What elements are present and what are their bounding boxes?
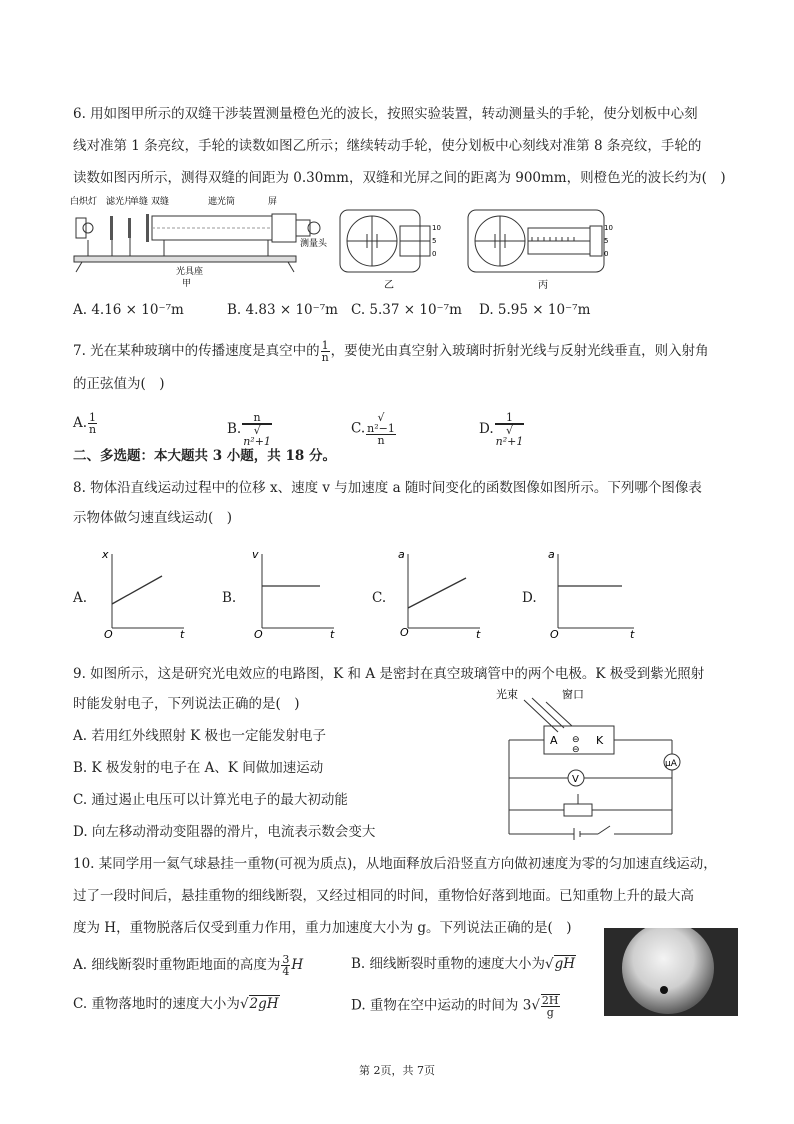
q8-graph-a	[100, 548, 190, 640]
q8-graph-b	[250, 548, 340, 640]
svg-text:10: 10	[432, 224, 441, 232]
svg-text:O: O	[400, 626, 409, 639]
q9-circuit-figure	[494, 686, 686, 846]
svg-text:0: 0	[432, 250, 437, 258]
svg-text:V: V	[572, 774, 579, 785]
svg-text:A: A	[550, 734, 558, 747]
q6-option-c: C. 5.37 × 10⁻⁷m	[351, 302, 462, 318]
svg-text:0: 0	[604, 250, 609, 258]
svg-text:t: t	[630, 628, 635, 640]
q10-option-a: A. 细线断裂时重物距地面的高度为 $\frac{3}{4}$ H	[73, 953, 304, 978]
svg-text:t: t	[330, 628, 335, 640]
svg-text:光束: 光束	[496, 688, 518, 701]
svg-text:5: 5	[432, 237, 437, 245]
svg-text:O: O	[104, 628, 113, 640]
svg-text:a: a	[548, 548, 555, 561]
q7-option-b: B. n √ n²+1	[227, 411, 271, 448]
q7-option-d: D. 1 √ n²+1	[479, 411, 524, 448]
q9-line-2: 时能发射电子，下列说法正确的是( )	[73, 696, 300, 712]
q6-reading-bing-figure	[466, 208, 616, 292]
fig-label-filter: 滤光片	[106, 197, 134, 207]
q8-graph-c	[396, 548, 486, 640]
fig-label-bench: 光具座	[176, 267, 204, 277]
q6-option-a: A. 4.16 × 10⁻⁷m	[73, 302, 184, 318]
svg-text:5: 5	[604, 237, 609, 245]
q9-option-b: B. K 极发射的电子在 A、K 间做加速运动	[73, 760, 324, 776]
q8-graph-a-label: A.	[73, 590, 88, 606]
fig-label-screen: 屏	[268, 197, 278, 207]
q6-line-2: 线对准第 1 条亮纹，手轮的读数如图乙所示；继续转动手轮，使分划板中心刻线对准第 8 条亮纹，手轮的	[73, 138, 702, 154]
q6-line-3: 读数如图丙所示，测得双缝的间距为 0.30mm，双缝和光屏之间的距离为 900mm，则橙色光的波长约为( )	[73, 170, 726, 186]
svg-text:⊖: ⊖	[572, 745, 580, 755]
q8-graph-d	[546, 548, 641, 640]
q7-option-a: A. $\frac{1}{n}$	[73, 411, 97, 436]
q8-line-1: 8. 物体沿直线运动过程中的位移 x、速度 v 与加速度 a 随时间变化的函数图像如图所示。下列哪个图像表	[73, 480, 702, 496]
svg-text:10: 10	[604, 224, 613, 232]
page-footer: 第 2页，共 7页	[359, 1064, 435, 1077]
q6-apparatus-figure	[68, 192, 338, 288]
q9-option-c: C. 通过遏止电压可以计算光电子的最大初动能	[73, 792, 348, 808]
svg-text:窗口: 窗口	[562, 688, 584, 701]
q10-line-3: 度为 H，重物脱落后仅受到重力作用，重力加速度大小为 g。下列说法正确的是( )	[73, 920, 572, 936]
fig-label-yi: 乙	[384, 280, 394, 291]
q10-option-c: C. 重物落地时的速度大小为√2gH	[73, 996, 279, 1012]
q10-balloon-photo	[604, 928, 738, 1016]
q10-option-d: D. 重物在空中运动的时间为 3√ $\frac{2H}{g}$	[351, 994, 559, 1019]
svg-text:O: O	[254, 628, 263, 640]
q8-graph-b-label: B.	[222, 590, 237, 606]
svg-text:v: v	[252, 548, 259, 561]
svg-text:⊖: ⊖	[572, 735, 580, 745]
svg-text:K: K	[596, 734, 604, 747]
q7-option-c: C. √ n²−1 n	[351, 411, 395, 447]
section-heading-multiple-choice: 二、多选题：本大题共 3 小题，共 18 分。	[73, 448, 336, 464]
svg-text:t: t	[180, 628, 185, 640]
q8-graph-d-label: D.	[522, 590, 537, 606]
q9-line-1: 9. 如图所示，这是研究光电效应的电路图，K 和 A 是密封在真空玻璃管中的两个电极。K 极受到紫光照射	[73, 666, 705, 682]
fig-label-single-slit: 单缝	[130, 197, 149, 207]
fig-label-measuring-head: 测量头	[300, 239, 328, 249]
q6-line-1: 6. 用如图甲所示的双缝干涉装置测量橙色光的波长，按照实验装置，转动测量头的手轮，使分划板中心刻	[73, 106, 698, 122]
q9-option-d: D. 向左移动滑动变阻器的滑片，电流表示数会变大	[73, 824, 376, 840]
q10-line-1: 10. 某同学用一氦气球悬挂一重物(可视为质点)，从地面释放后沿竖直方向做初速度为零的匀加速直线运动，	[73, 856, 717, 872]
fig-label-jia: 甲	[182, 279, 192, 288]
q8-line-2: 示物体做匀速直线运动( )	[73, 510, 233, 526]
fig-label-bing: 丙	[538, 280, 548, 291]
q9-option-a: A. 若用红外线照射 K 极也一定能发射电子	[73, 728, 326, 744]
svg-text:μA: μA	[665, 759, 677, 769]
svg-text:t: t	[476, 628, 481, 640]
fig-label-lamp: 白炽灯	[70, 197, 98, 207]
svg-text:O: O	[550, 628, 559, 640]
q7-line-2: 的正弦值为( )	[73, 376, 165, 392]
q6-option-d: D. 5.95 × 10⁻⁷m	[479, 302, 591, 318]
fig-label-double-slit: 双缝	[151, 197, 170, 207]
svg-text:x: x	[102, 548, 109, 561]
svg-text:a: a	[398, 548, 405, 561]
q6-option-b: B. 4.83 × 10⁻⁷m	[227, 302, 338, 318]
q10-option-b: B. 细线断裂时重物的速度大小为√gH	[351, 956, 576, 972]
q7-line-1: 7. 光在某种玻璃中的传播速度是真空中的 $\frac{1}{n}$ ，要使光由真空射入玻璃时折射光线与反射光线垂直，则入射角	[73, 339, 709, 364]
fig-label-tube: 遮光筒	[208, 197, 236, 207]
q6-reading-yi-figure	[338, 208, 446, 292]
q8-graph-c-label: C.	[372, 590, 387, 606]
q10-line-2: 过了一段时间后，悬挂重物的细线断裂，又经过相同的时间，重物恰好落到地面。已知重物上升的最大高	[73, 888, 694, 904]
